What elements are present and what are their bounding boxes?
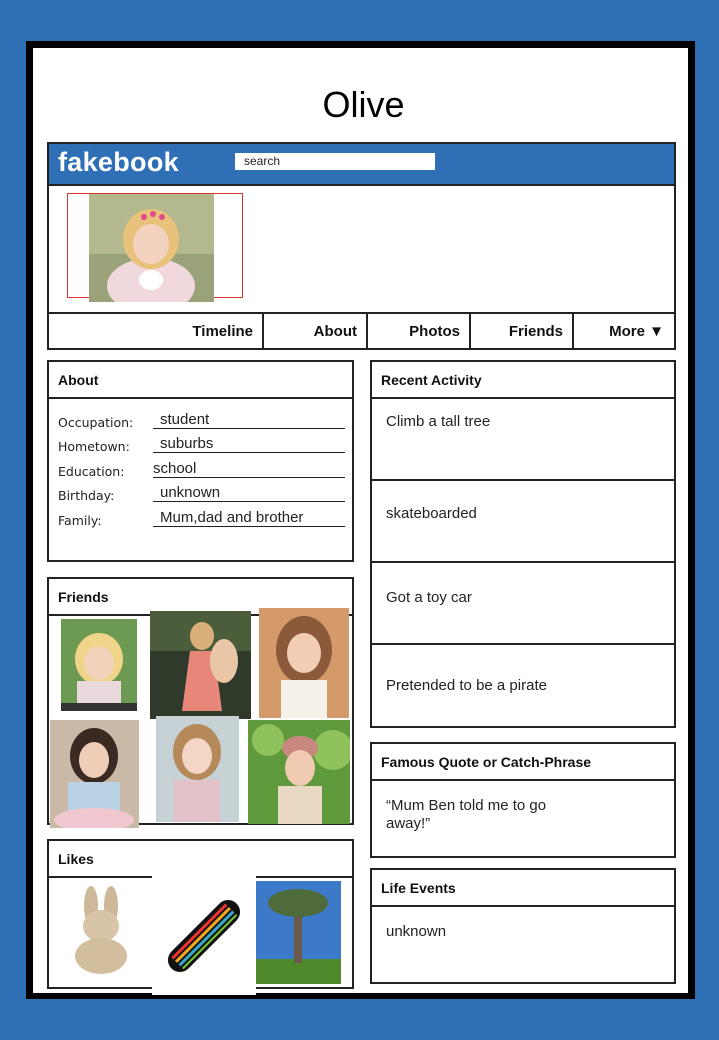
friend-photo[interactable]	[259, 608, 349, 718]
about-value: Mum,dad and brother	[153, 510, 345, 527]
about-row-education	[49, 454, 352, 479]
quote-panel	[370, 742, 676, 858]
bunny-photo[interactable]	[61, 884, 141, 976]
about-heading: About	[49, 362, 352, 399]
about-panel	[47, 360, 354, 562]
skateboard-photo[interactable]	[152, 876, 256, 995]
about-label: Family:	[58, 512, 102, 528]
life-events-heading: Life Events	[372, 870, 674, 907]
profile-nav	[47, 312, 676, 350]
about-row-occupation	[49, 405, 352, 430]
life-events-text: unknown	[386, 923, 447, 940]
activity-item: Pretended to be a pirate	[386, 677, 547, 694]
about-value: student	[153, 412, 345, 429]
tab-photos[interactable]: Photos	[368, 314, 471, 348]
quote-text: “Mum Ben told me to go away!”	[386, 797, 547, 832]
activity-item: Climb a tall tree	[372, 399, 674, 481]
tab-friends[interactable]: Friends	[471, 314, 574, 348]
about-value: school	[153, 461, 345, 478]
life-events-panel	[370, 868, 676, 984]
profile-cover	[47, 184, 676, 314]
profile-photo[interactable]	[89, 194, 214, 302]
top-bar	[47, 142, 676, 186]
friend-photo[interactable]	[61, 619, 137, 711]
recent-activity-panel	[370, 360, 676, 728]
about-label: Occupation:	[58, 414, 134, 430]
page-title: Olive	[322, 84, 405, 125]
about-value: unknown	[153, 485, 345, 502]
recent-activity-heading: Recent Activity	[372, 362, 674, 399]
about-value: suburbs	[153, 436, 345, 453]
about-row-birthday	[49, 479, 352, 504]
more-menu[interactable]: More ▼	[609, 322, 664, 340]
search-input[interactable]	[235, 153, 435, 170]
friend-photo[interactable]	[248, 720, 350, 824]
quote-heading: Famous Quote or Catch-Phrase	[372, 744, 674, 781]
friend-photo[interactable]	[50, 720, 139, 828]
about-label: Hometown:	[58, 439, 130, 454]
activity-item: skateboarded	[372, 481, 674, 563]
friend-photo[interactable]	[150, 611, 251, 719]
tree-photo[interactable]	[256, 881, 341, 984]
about-label: Education:	[58, 463, 125, 479]
tab-timeline[interactable]: Timeline	[49, 314, 264, 348]
about-row-family	[49, 503, 352, 528]
app-logo[interactable]: fakebook	[58, 147, 179, 177]
about-row-hometown	[49, 430, 352, 455]
friends-heading: Friends	[49, 579, 352, 616]
activity-item: Got a toy car	[372, 563, 674, 645]
likes-heading: Likes	[49, 841, 352, 878]
friend-photo[interactable]	[156, 716, 239, 822]
about-label: Birthday:	[58, 488, 115, 503]
tab-about[interactable]: About	[264, 314, 368, 348]
about-list	[49, 399, 352, 528]
